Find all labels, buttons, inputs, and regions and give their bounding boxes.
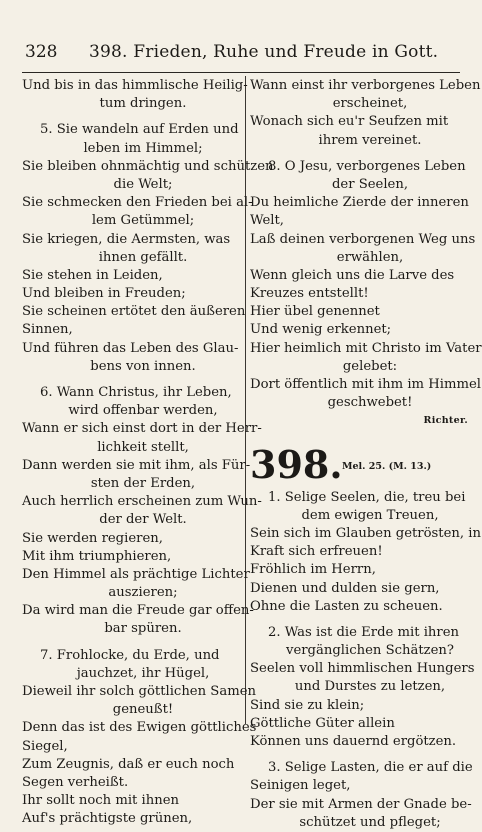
verse-line: Und bis in das himmlische Heilig- xyxy=(22,78,248,93)
verse-line: Du heimliche Zierde der inneren xyxy=(250,195,469,211)
verse-line: Sie werden regieren, xyxy=(22,530,163,546)
verse-line: ihrem vereinet. xyxy=(318,132,422,148)
stanza-gap xyxy=(250,150,468,158)
stanza-gap xyxy=(22,376,242,384)
verse-line: Und bleiben in Freuden; xyxy=(22,286,186,302)
verse-line: Seinigen leget, xyxy=(250,778,351,794)
verse-line: Können uns dauernd ergötzen. xyxy=(250,734,457,749)
verse-line: Dort öffentlich mit ihm im Himmel xyxy=(250,377,482,392)
verse-line: 3. Selige Lasten, die er auf die xyxy=(268,760,473,776)
verse-line: Siegel, xyxy=(22,738,68,754)
verse-line: Kreuzes entstellt! xyxy=(250,286,369,302)
verse-line: 7. Frohlocke, du Erde, und xyxy=(40,647,220,663)
verse-line: erscheinet, xyxy=(332,96,408,112)
verse-line: Ohne die Lasten zu scheuen. xyxy=(250,598,443,614)
verse-line: auszieren; xyxy=(108,585,178,601)
verse-line: der Seelen, xyxy=(331,176,409,192)
verse-line: bar spüren. xyxy=(104,621,182,637)
verse-line: Hier übel genennet xyxy=(250,304,380,320)
verse-line: jauchzet, ihr Hügel, xyxy=(76,665,210,681)
stanza-gap xyxy=(22,639,242,647)
verse-line: Den Himmel als prächtige Lichter xyxy=(22,566,250,582)
verse-line: Sie bleiben ohnmächtig und schützen xyxy=(22,158,274,174)
verse-line: die Welt; xyxy=(113,176,173,192)
verse-line: 8. O Jesu, verborgenes Leben xyxy=(268,158,466,174)
verse-line: ihnen gefällt. xyxy=(98,249,188,265)
verse-line: erwählen, xyxy=(336,249,404,265)
verse-line: Hier heimlich mit Christo im Vater xyxy=(250,340,482,356)
verse-line: Und führen das Leben des Glau- xyxy=(22,340,239,356)
verse-line: Dann werden sie mit ihm, als Für- xyxy=(22,457,251,473)
stanza-gap xyxy=(250,616,468,624)
verse-line: Auch herrlich erscheinen zum Wun- xyxy=(22,494,262,510)
verse-line: Wonach sich eu'r Seufzen mit xyxy=(250,114,449,130)
running-title: 398. Frieden, Ruhe und Freude in Gott. xyxy=(89,42,439,62)
verse-line: Mit ihm triumphieren, xyxy=(22,548,172,564)
page-number: 328 xyxy=(25,42,58,62)
verse-line: Wann einst ihr verborgenes Leben xyxy=(250,78,481,93)
verse-line: Laß deinen verborgenen Weg uns xyxy=(250,231,476,247)
verse-line: vergänglichen Schätzen? xyxy=(286,643,454,659)
left-column xyxy=(22,77,274,829)
hymn-397-continuation xyxy=(250,77,482,412)
verse-line: lem Getümmel; xyxy=(91,213,195,229)
verse-line: Dieweil ihr solch göttlichen Samen xyxy=(22,684,257,699)
verse-line: Denn das ist des Ewigen göttliches xyxy=(22,720,257,736)
verse-line: leben im Himmel; xyxy=(83,140,203,156)
hymn-398-text xyxy=(250,489,482,832)
verse-line: geneußt! xyxy=(112,702,174,718)
verse-line: 5. Sie wandeln auf Erden und xyxy=(40,122,239,138)
verse-line: Kraft sich erfreuen! xyxy=(250,544,383,560)
verse-line: der der Welt. xyxy=(99,512,187,528)
verse-line: Sie kriegen, die Aermsten, was xyxy=(22,231,231,247)
author-signature: Richter. xyxy=(423,415,468,427)
page-header xyxy=(25,40,460,68)
verse-line: Seelen voll himmlischen Hungers xyxy=(250,661,475,677)
verse-line: wird offenbar werden, xyxy=(68,403,218,419)
verse-line: 2. Was ist die Erde mit ihren xyxy=(268,624,460,640)
stanza-gap xyxy=(22,113,242,121)
verse-line: Zum Zeugnis, daß er euch noch xyxy=(22,756,235,772)
right-column xyxy=(250,77,482,832)
verse-line: Wann er sich einst dort in der Herr- xyxy=(22,421,262,437)
verse-line: Segen verheißt. xyxy=(22,774,129,790)
verse-line: Fröhlich im Herrn, xyxy=(250,562,376,578)
verse-line: und Durstes zu letzen, xyxy=(294,679,446,695)
verse-line: Dienen und dulden sie gern, xyxy=(250,580,440,596)
verse-line: Welt, xyxy=(250,213,284,229)
verse-line: geschwebet! xyxy=(327,395,413,411)
verse-line: Da wird man die Freude gar offen- xyxy=(22,603,254,619)
verse-line: Sie stehen in Leiden, xyxy=(22,267,163,283)
verse-line: Sie schmecken den Frieden bei al- xyxy=(22,195,253,211)
verse-line: Göttliche Güter allein xyxy=(250,715,395,731)
stanza-gap xyxy=(250,751,468,759)
verse-line: Sind sie zu klein; xyxy=(250,697,365,713)
verse-line: Ihr sollt noch mit ihnen xyxy=(22,793,180,809)
verse-line: Wenn gleich uns die Larve des xyxy=(250,267,455,283)
verse-line: Sinnen, xyxy=(22,322,73,338)
hymn-melody: Mel. 25. (M. 13.) xyxy=(342,460,432,472)
verse-line: gelebet: xyxy=(342,358,398,374)
verse-line: bens von innen. xyxy=(90,358,196,374)
hymn-heading xyxy=(250,443,468,489)
verse-line: Auf's prächtigste grünen, xyxy=(22,811,193,827)
verse-line: schützet und pfleget; xyxy=(299,814,441,830)
verse-line: lichkeit stellt, xyxy=(97,439,189,455)
verse-line: 6. Wann Christus, ihr Leben, xyxy=(40,385,232,400)
hymn-number: 398. xyxy=(250,441,343,487)
header-rule xyxy=(22,72,460,73)
verse-line: dem ewigen Treuen, xyxy=(301,507,439,523)
verse-line: Und wenig erkennet; xyxy=(250,322,392,338)
verse-line: tum dringen. xyxy=(99,96,187,112)
verse-line: Sie scheinen ertötet den äußeren xyxy=(22,304,246,320)
verse-line: 1. Selige Seelen, die, treu bei xyxy=(268,489,466,505)
verse-line: Sein sich im Glauben getrösten, in xyxy=(250,525,482,541)
verse-line: Der sie mit Armen der Gnade be- xyxy=(250,796,472,812)
verse-line: sten der Erden, xyxy=(90,475,196,491)
